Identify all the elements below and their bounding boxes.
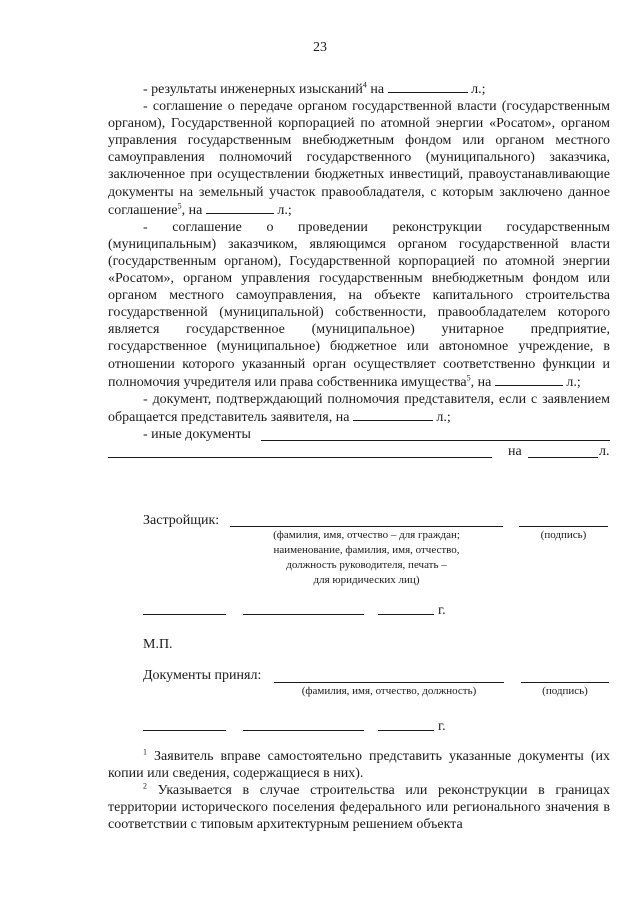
date-month-line[interactable] [243, 718, 364, 731]
blank-line[interactable] [495, 373, 563, 386]
accepted-label: Документы принял: [143, 668, 262, 683]
blank-line[interactable] [528, 445, 598, 458]
list-item-representative-doc: - документ, подтверждающий полномочия представителя, если с заявлением обращается представитель заявителя, на л.; [108, 391, 610, 425]
accepted-signature-line[interactable] [521, 670, 609, 683]
blank-line[interactable] [261, 428, 610, 441]
accepted-name-hint: (фамилия, имя, отчество, должность) [301, 685, 477, 697]
list-item-surveys: - результаты инженерных изысканий$^4$ на л.; [143, 80, 486, 97]
date-year-line[interactable] [378, 718, 434, 731]
accepted-name-line[interactable] [274, 670, 504, 683]
developer-signature-hint: (подпись) [540, 529, 587, 541]
list-item-agreement-reconstruction: - соглашение о проведении реконструкции государственным (муниципальным) заказчиком, являющимся органом государственной власти (государственным органом), Государственной корпорацией по атомной энергии «Росатом», органом управления государственным внебюджетным фондом или органом местного самоуправления, на объекте капитального строительства государственной (муниципальной) собственности, правообладателем которого является государственное (муниципальное) унитарное предприятие, государственное (муниципальное) бюджетное или автономное учреждение, в отношении которого указанный орган осуществляет соответственно функции и полномочия учредителя или права собственника имущества$^5$, на л.; [108, 219, 610, 390]
year-suffix: г. [438, 603, 446, 618]
footnote-1: $^1$ Заявитель вправе самостоятельно представить указанные документы (их копии или сведения, содержащиеся в них). [108, 747, 611, 781]
stamp-place: М.П. [143, 637, 173, 652]
page-number: 23 [313, 40, 327, 55]
blank-line[interactable] [206, 201, 274, 214]
developer-signature-line[interactable] [519, 514, 608, 527]
developer-name-line[interactable] [230, 514, 503, 527]
blank-line[interactable] [108, 445, 492, 458]
year-suffix: г. [438, 719, 446, 734]
date-month-line[interactable] [243, 602, 364, 615]
footnotes [108, 748, 610, 833]
date-day-line[interactable] [143, 602, 226, 615]
footnote-2: $^2$ Указывается в случае строительства или реконструкции в границах территории исторического поселения федерального или регионального значения в соответствии с типовым архитектурным решением объекта [108, 781, 610, 832]
document-list [108, 80, 610, 460]
date-day-line[interactable] [143, 718, 226, 731]
accepted-signature-hint: (подпись) [542, 685, 588, 697]
list-item-other-docs-continued: на л. [108, 443, 610, 460]
developer-label: Застройщик: [143, 513, 220, 528]
list-item-agreement-transfer: - соглашение о передаче органом государственной власти (государственным органом), Государственной корпорацией по атомной энергии «Росатом», органом управления государственным внебюджетным фондом или органом местного самоуправления полномочий государственного (муниципального) заказчика, заключенное при осуществлении бюджетных инвестиций, правоустанавливающие документы на земельный участок правообладателя, с которым заключено данное соглашение$^5$, на л.; [108, 99, 610, 218]
date-year-line[interactable] [378, 602, 434, 615]
blank-line[interactable] [353, 408, 433, 421]
blank-line[interactable] [388, 80, 468, 93]
list-item-other-docs: - иные документы [108, 426, 610, 443]
developer-name-hint: (фамилия, имя, отчество – для граждан; наименование, фамилия, имя, отчество, должность руководителя, печать – для юридических лиц) [273, 529, 460, 586]
